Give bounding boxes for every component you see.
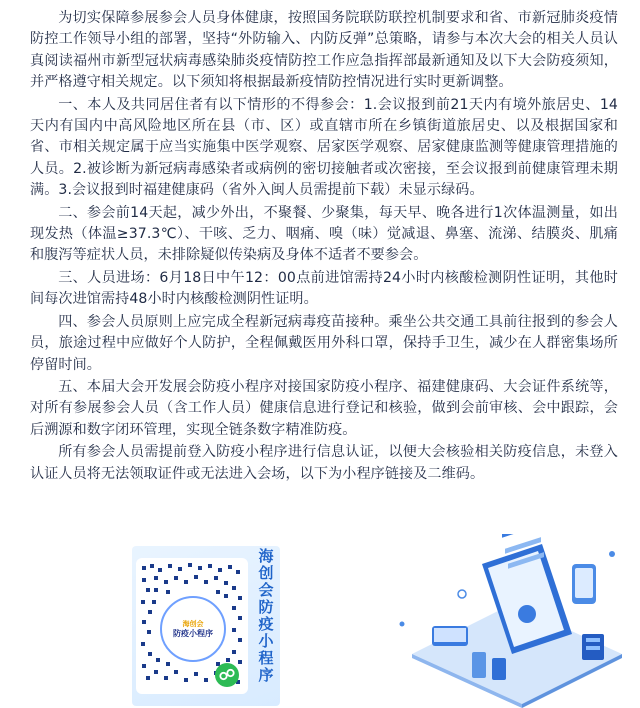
- mini-program-card: [132, 546, 280, 706]
- notice-body: [30, 8, 618, 486]
- item-3-paragraph: 三、人员进场：6月18日中午12：00点前进馆需持24小时内核酸检测阴性证明，其他时间每次进馆需持48小时内核酸检测阴性证明。: [30, 269, 618, 308]
- mini-program-qr-code[interactable]: [136, 558, 248, 694]
- item-2-paragraph: 二、参会前14天起，减少外出，不聚餐、少聚集，每天早、晚各进行1次体温测量，如出现发热（体温≥37.3℃）、干咳、乏力、咽痛、嗅（味）觉减退、鼻塞、流涕、结膜炎、肌痛和腹泻等症状人员，未排除疑似传染病及身体不适者不要参会。: [30, 204, 618, 264]
- item-5-paragraph: 五、本届大会开发展会防疫小程序对接国家防疫小程序、福建健康码、大会证件系统等，对所有参展参会人员（含工作人员）健康信息进行登记和核验，做到会前审核、会中跟踪，会后溯源和数字闭环管理，实现全链条数字精准防疫。: [30, 378, 618, 438]
- closing-paragraph: 所有参会人员需提前登入防疫小程序进行信息认证，以便大会核验相关防疫信息，未登入认证人员将无法领取证件或无法进入会场，以下为小程序链接及二维码。: [30, 444, 618, 482]
- item-4-paragraph: 四、参会人员原则上应完成全程新冠病毒疫苗接种。乘坐公共交通工具前往报到的参会人员，旅途过程中应做好个人防护，全程佩戴医用外科口罩，保持手卫生，减少在人群密集场所停留时间。: [30, 313, 618, 373]
- qr-center-badge: [160, 596, 226, 662]
- intro-paragraph: 为切实保障参展参会人员身体健康，按照国务院联防联控机制要求和省、市新冠肺炎疫情防控工作领导小组的部署，坚持“外防输入、内防反弹”总策略，请参与本次大会的相关人员认真阅读福州市新型冠状病毒感染肺炎疫情防控工作应急指挥部最新通知及以下大会防疫须知，并严格遵守相关规定。以下须知将根据最新疫情防控情况进行实时更新调整。: [30, 10, 618, 91]
- qr-label-text: 防疫小程序: [173, 628, 213, 638]
- item-1-paragraph: 一、本人及共同居住者有以下情形的不得参会：1.会议报到前21天内有境外旅居史、14天内有国内中高风险地区所在县（市、区）或直辖市所在乡镇街道旅居史、以及根据国家和省、市相关规定属于应当实施集中医学观察、居家医学观察、居家健康监测等健康管理措施的人员。2.被诊断为新冠病毒感染者或病例的密切接触者或次密接，至会议报到前健康管理未期满。3.会议报到时福建健康码（省外入闽人员需提前下载）未显示绿码。: [30, 96, 618, 199]
- digital-health-illustration: [372, 534, 640, 708]
- mini-program-caption: 海创会防疫小程序: [258, 547, 274, 684]
- qr-brand-text: 海创会: [182, 619, 204, 628]
- bottom-section: [0, 534, 640, 708]
- mini-program-icon: [214, 662, 240, 688]
